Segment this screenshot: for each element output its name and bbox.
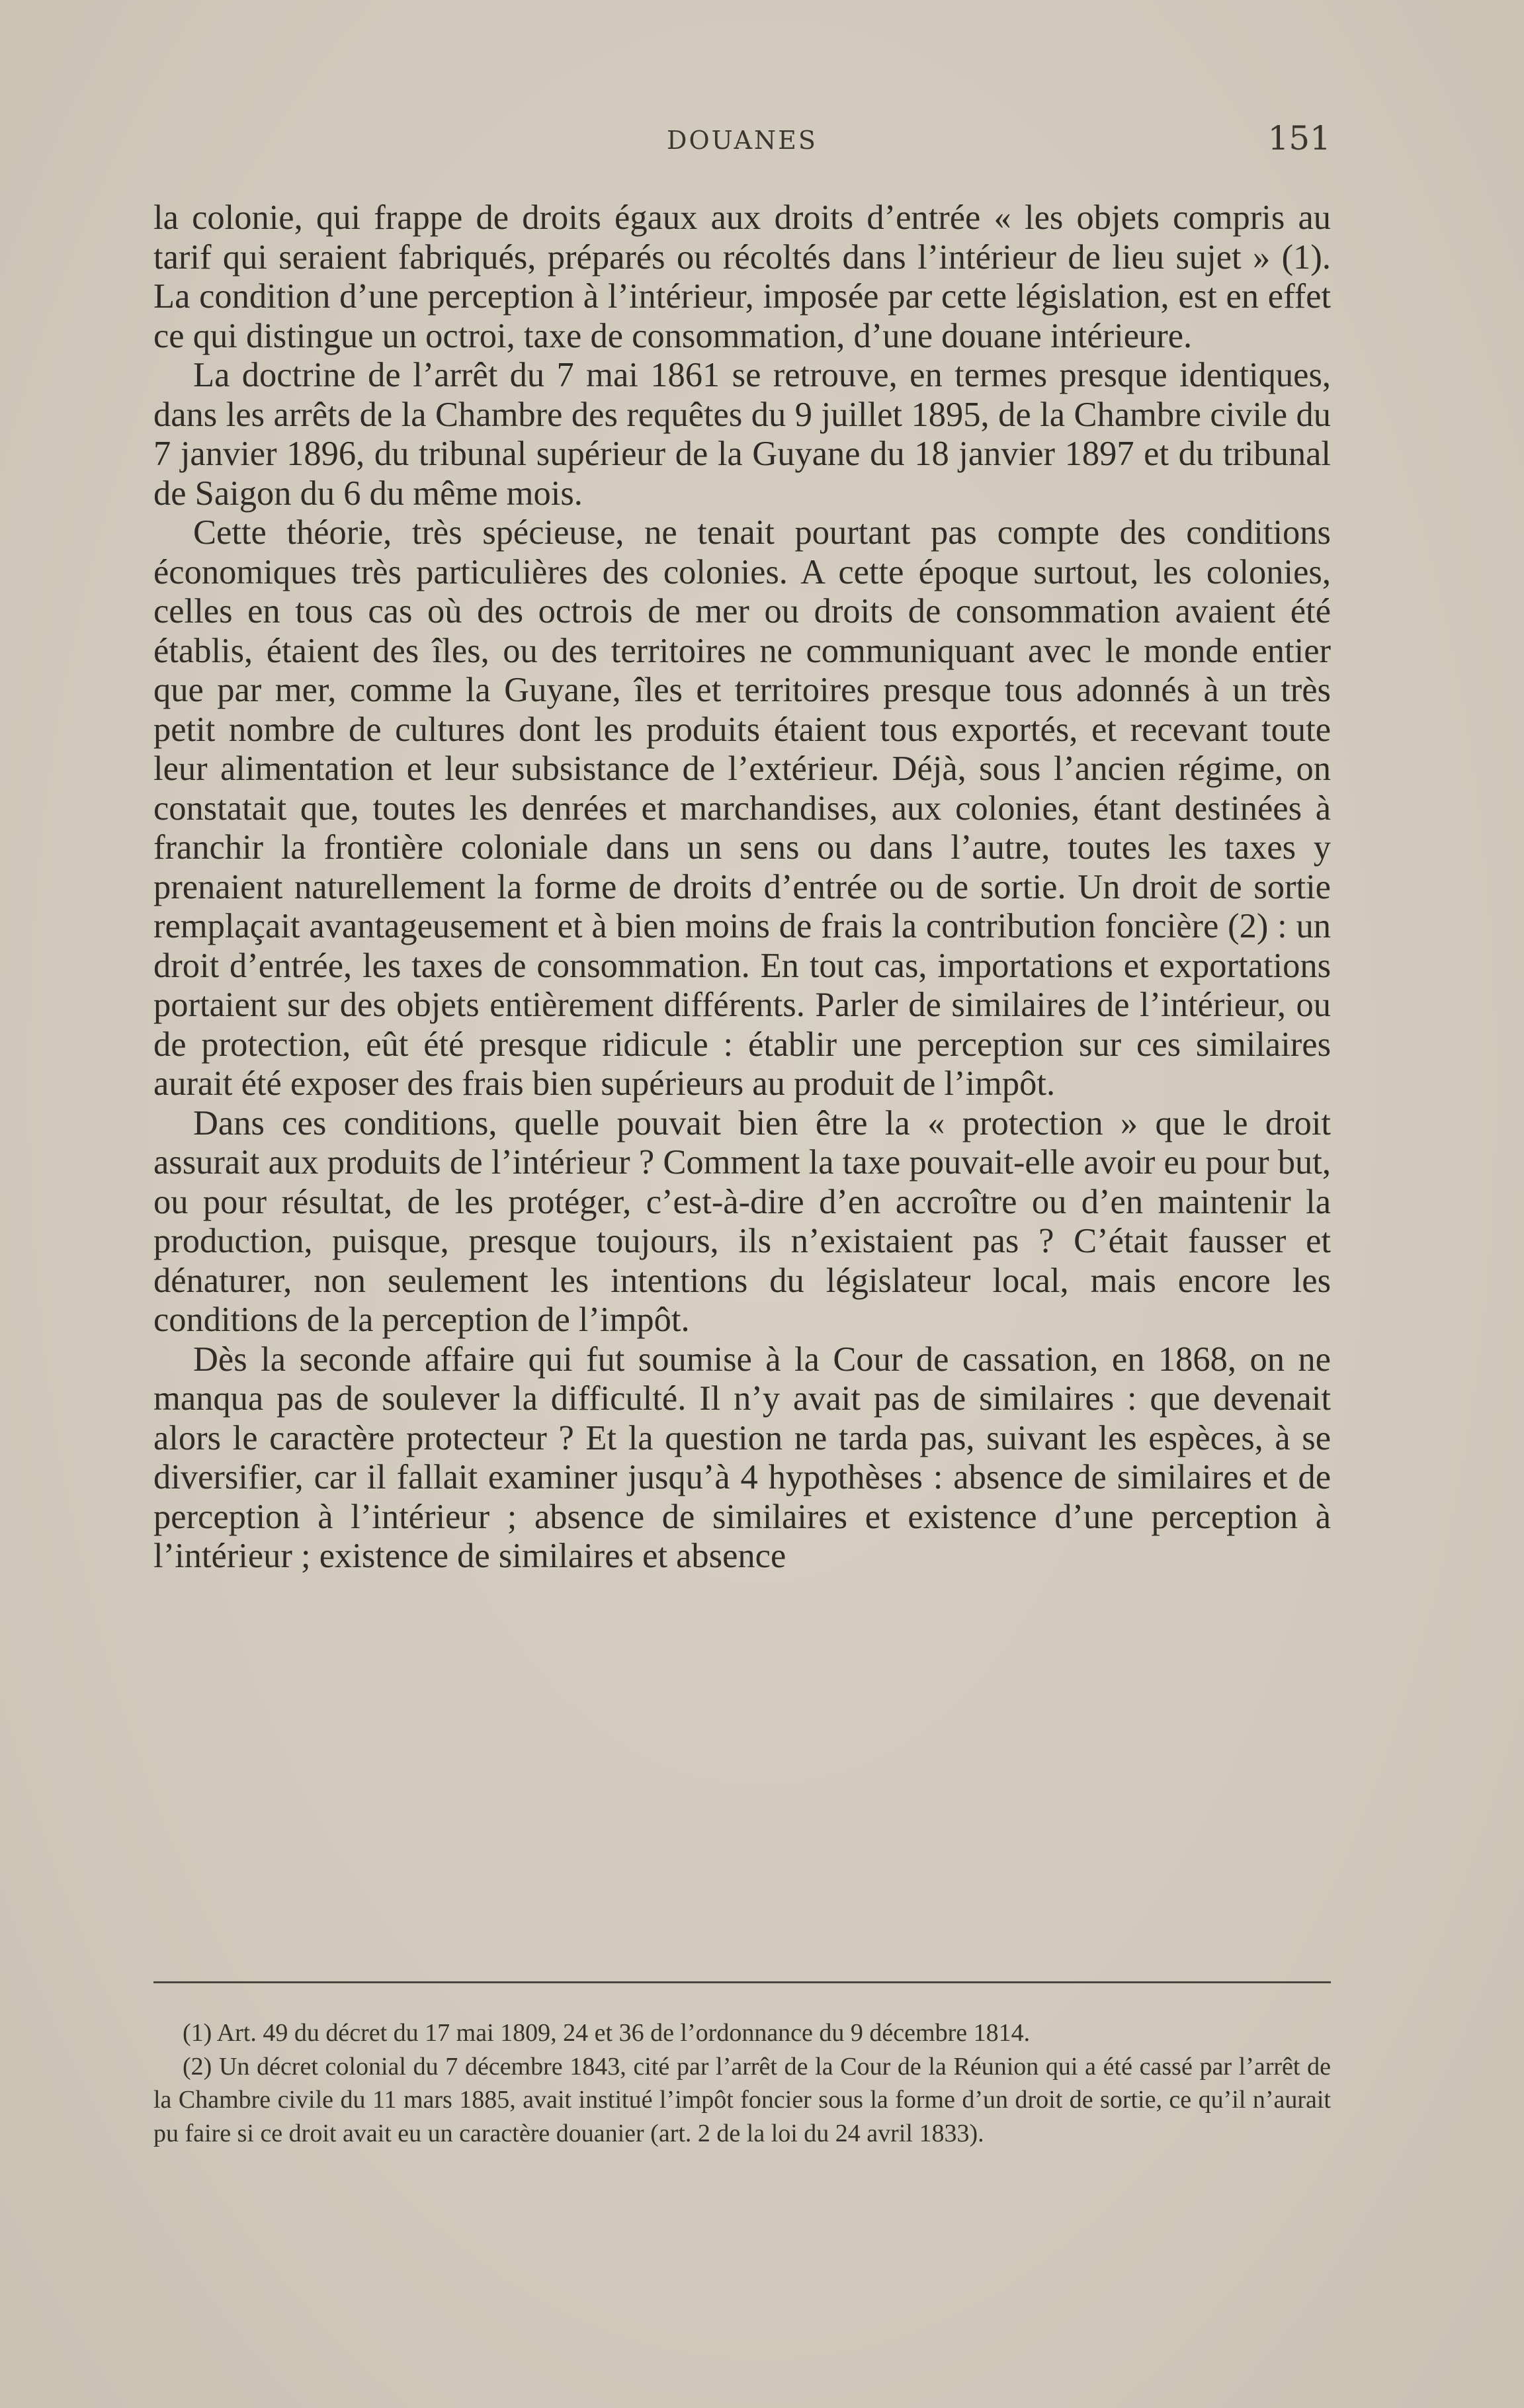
paragraph: la colonie, qui frappe de droits égaux aux droits d’entrée « les objets compris au tarif qui seraient fabriqués, préparés ou récoltés dans l’intérieur de lieu sujet » (1). La condition d’une perception à l’intérieur, imposée par cette législation, est en effet ce qui distingue un octroi, taxe de consommation, d’une douane intérieure. <box>153 198 1331 355</box>
paragraph: Cette théorie, très spécieuse, ne tenait pourtant pas compte des conditions économiques très particulières des colonies. A cette époque surtout, les colonies, celles en tous cas où des octrois de mer ou droits de consommation avaient été établis, étaient des îles, ou des territoires ne communiquant avec le monde entier que par mer, comme la Guyane, îles et territoires presque tous adonnés à un très petit nombre de cultures dont les produits étaient tous exportés, et recevant toute leur alimentation et leur subsistance de l’extérieur. Déjà, sous l’ancien régime, on constatait que, toutes les denrées et marchandises, aux colonies, étant destinées à franchir la frontière coloniale dans un sens ou dans l’autre, toutes les taxes y prenaient naturellement la forme de droits d’entrée ou de sortie. Un droit de sortie remplaçait avantageusement et à bien moins de frais la contribution foncière (2) : un droit d’entrée, les taxes de consommation. En tout cas, importations et exportations portaient sur des objets entièrement différents. Parler de similaires de l’intérieur, ou de protection, eût été presque ridicule : établir une perception sur ces similaires aurait été exposer des frais bien supérieurs au produit de l’impôt. <box>153 513 1331 1103</box>
page-header <box>153 119 1331 165</box>
body-text <box>153 198 1331 1576</box>
running-head: DOUANES <box>667 126 818 155</box>
footnote: (1) Art. 49 du décret du 17 mai 1809, 24 et 36 de l’ordonnance du 9 décembre 1814. <box>183 2019 1031 2047</box>
page-number: 151 <box>1267 119 1331 157</box>
paragraph: Dès la seconde affaire qui fut soumise à la Cour de cassation, en 1868, on ne manqua pas de soulever la difficulté. Il n’y avait pas de similaires : que devenait alors le caractère protecteur ? Et la question ne tarda pas, suivant les espèces, à se diversifier, car il fallait examiner jusqu’à 4 hypothèses : absence de similaires et de perception à l’intérieur ; absence de similaires et existence d’une perception à l’intérieur ; existence de similaires et absence <box>153 1340 1331 1575</box>
footnote-separator <box>153 1981 1331 1983</box>
paragraph: Dans ces conditions, quelle pouvait bien être la « protection » que le droit assurait aux produits de l’intérieur ? Comment la taxe pouvait-elle avoir eu pour but, ou pour résultat, de les protéger, c’est-à-dire d’en accroître ou d’en maintenir la production, puisque, presque toujours, ils n’existaient pas ? C’était fausser et dénaturer, non seulement les intentions du législateur local, mais encore les conditions de la perception de l’impôt. <box>153 1103 1331 1339</box>
footnote: (2) Un décret colonial du 7 décembre 1843, cité par l’arrêt de la Cour de la Réunion qui a été cassé par l’arrêt de la Chambre civile du 11 mars 1885, avait institué l’impôt foncier sous la forme d’un droit de sortie, ce qu’il n’aurait pu faire si ce droit avait eu un caractère douanier (art. 2 de la loi du 24 avril 1833). <box>153 2052 1331 2147</box>
footnotes <box>153 2016 1331 2150</box>
paragraph: La doctrine de l’arrêt du 7 mai 1861 se retrouve, en termes presque identiques, dans les arrêts de la Chambre des requêtes du 9 juillet 1895, de la Chambre civile du 7 janvier 1896, du tribunal supérieur de la Guyane du 18 janvier 1897 et du tribunal de Saigon du 6 du même mois. <box>153 356 1331 513</box>
